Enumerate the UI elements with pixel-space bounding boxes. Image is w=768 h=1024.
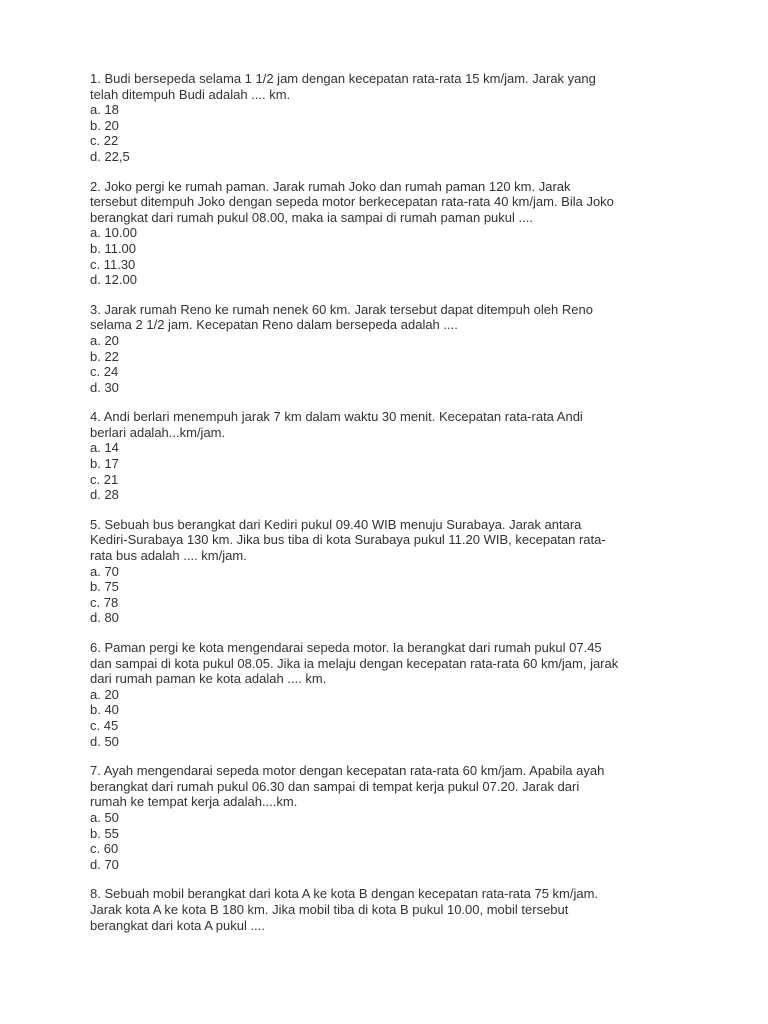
question-5 [90,517,690,626]
option-c: c. 22 [90,133,119,149]
document-page [90,71,690,947]
question-8 [90,886,690,933]
option-c: c. 45 [90,717,119,733]
question-text: 3. Jarak rumah Reno ke rumah nenek 60 km. Jarak tersebut dapat ditempuh oleh Reno selama 2 1/2 jam. Kecepatan Reno dalam bersepeda adalah .... [90,301,593,333]
option-c: c. 60 [90,841,119,857]
option-b: b. 11.00 [90,240,137,256]
option-b: b. 22 [90,348,119,364]
question-7 [90,763,690,872]
option-a: a. 50 [90,809,119,825]
option-a: a. 14 [90,440,119,456]
option-d: d. 30 [90,379,119,395]
option-d: d. 12.00 [90,272,137,288]
answer-options [90,225,690,287]
option-a: a. 20 [90,332,119,348]
option-d: d. 50 [90,733,119,749]
question-text: 1. Budi bersepeda selama 1 1/2 jam dengan kecepatan rata-rata 15 km/jam. Jarak yang telah ditempuh Budi adalah .... km. [90,71,596,102]
option-a: a. 70 [90,563,119,579]
option-c: c. 11.30 [90,256,136,272]
option-a: a. 10.00 [90,225,137,241]
question-1 [90,71,690,165]
answer-options [90,333,690,395]
option-a: a. 20 [90,686,119,702]
option-b: b. 20 [90,117,119,133]
question-text: 5. Sebuah bus berangkat dari Kediri pukul 09.40 WIB menuju Surabaya. Jarak antara Kediri-Surabaya 130 km. Jika bus tiba di kota Surabaya pukul 11.20 WIB, kecepatan rata- rata bus adalah .... km/jam. [90,516,606,564]
answer-options [90,810,690,872]
question-text: 7. Ayah mengendarai sepeda motor dengan kecepatan rata-rata 60 km/jam. Apabila ayah berangkat dari rumah pukul 06.30 dan sampai di tempat kerja pukul 07.20. Jarak dari rumah ke tempat kerja adalah....km. [90,763,605,810]
question-text: 2. Joko pergi ke rumah paman. Jarak rumah Joko dan rumah paman 120 km. Jarak tersebut ditempuh Joko dengan sepeda motor berkecepatan rata-rata 40 km/jam. Bila Joko berangkat dari rumah pukul 08.00, maka ia sampai di rumah paman pukul .... [90,178,614,225]
option-c: c. 21 [90,471,119,487]
option-d: d. 22,5 [90,148,130,164]
question-3 [90,302,690,396]
option-d: d. 28 [90,487,119,503]
option-b: b. 40 [90,702,119,718]
question-text: 8. Sebuah mobil berangkat dari kota A ke kota B dengan kecepatan rata-rata 75 km/jam. Jarak kota A ke kota B 180 km. Jika mobil tiba di kota B pukul 10.00, mobil tersebut berangkat dari kota A pukul .... [90,886,599,933]
option-b: b. 17 [90,456,119,472]
option-d: d. 80 [90,610,119,626]
answer-options [90,687,690,749]
answer-options [90,102,690,164]
option-b: b. 75 [90,579,119,595]
question-text: 4. Andi berlari menempuh jarak 7 km dalam waktu 30 menit. Kecepatan rata-rata Andi berlari adalah...km/jam. [90,409,583,440]
question-6 [90,640,690,749]
answer-options [90,564,690,626]
option-c: c. 78 [90,594,119,610]
option-b: b. 55 [90,825,119,841]
option-c: c. 24 [90,364,119,380]
option-d: d. 70 [90,856,119,872]
question-2 [90,179,690,288]
question-text: 6. Paman pergi ke kota mengendarai sepeda motor. Ia berangkat dari rumah pukul 07.45 dan sampai di kota pukul 08.05. Jika ia melaju dengan kecepatan rata-rata 60 km/jam, jarak dari rumah paman ke kota adalah .... km. [90,640,619,687]
question-4 [90,409,690,503]
answer-options [90,440,690,502]
option-a: a. 18 [90,102,119,118]
